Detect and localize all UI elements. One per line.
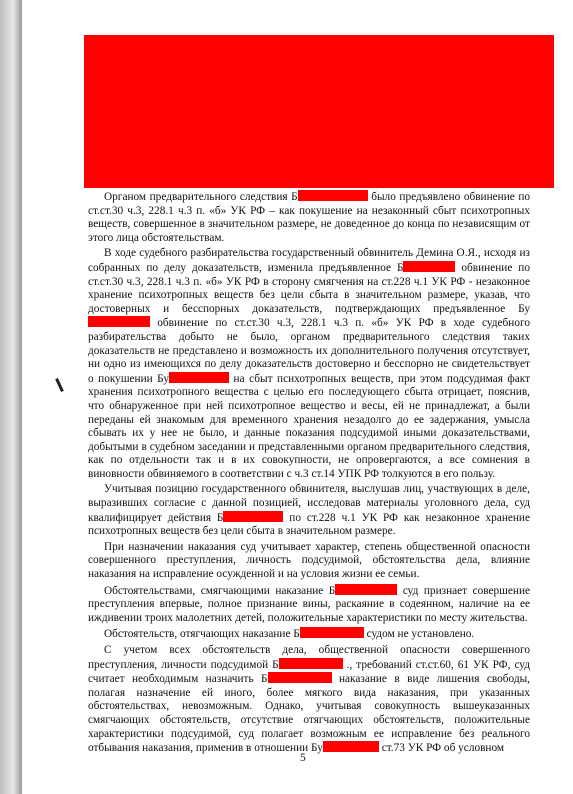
paragraph-4: При назначении наказания суд учитывает характер, степень общественной опасности совершенного преступления, личность подсудимой, обстоятельства дела, влияние наказания на исправление осужденной и на условия жизни ее семьи. <box>88 540 530 581</box>
redaction <box>279 658 343 669</box>
redaction <box>323 741 379 752</box>
redaction <box>300 627 364 638</box>
paragraph-1: Органом предварительного следствия Б было предъявлено обвинение по ст.ст.30 ч.3, 228.1 ч.3 п. «б» УК РФ – как покушение на незаконный сбыт психотропных веществ, совершенное в значительном размере, не доведенное до конца по независящим от этого лица обстоятельствам. <box>88 191 531 244</box>
paragraph-2: В ходе судебного разбирательства государственный обвинитель Демина О.Я., исходя из собранных по делу доказательств, изменила предъявленное Б обвинение по ст.ст.30 ч.3, 228.1 ч.3 п. «б» УК РФ в сторону смягчения на ст.228 ч.1 УК РФ - незаконное хранение психотропных веществ без цели сбыта в значительном размере, указав, что достоверных и бесспорных доказательств, подтверждающих предъявленное Бу обвинение по ст.ст.30 ч.3, 228.1 ч.3 п. «б» УК РФ в ходе судебного разбирательства добыто не было, органом предварительного следствия таких доказательств не представлено и возможность их дополнительного получения отсутствует, ни одно из имеющихся по делу доказательств достоверно и бесспорно не свидетельствует о покушении Бу на сбыт психотропных веществ, при этом подсудимая факт хранения психотропного вещества с целью его последующего сбыта отрицает, пояснив, что обнаруженное при ней психотропное вещество и весы, ей не принадлежат, а были переданы ей знакомым для временного хранения незадолго до ее задержания, умысла сбывать их у нее не было, и данные показания подсудимой иными доказательствами, добытыми в судебном заседании и представленными органом предварительного следствия, как по отдельности так и в их совокупности, не опровергаются, а все сомнения в виновности обвиняемого в соответствии с ч.3 ст.14 УПК РФ толкуются в его пользу. <box>88 247 531 480</box>
page-number: 5 <box>300 752 306 764</box>
redaction-header-block <box>84 35 554 188</box>
redaction <box>335 584 397 595</box>
document-body <box>88 190 530 756</box>
paragraph-5: Обстоятельствами, смягчающими наказание Б суд признает совершение преступления впервые, полное признание вины, раскаяние в содеянном, наличие на ее иждивении троих малолетних детей, положительные характеристики по месту жительства. <box>88 584 530 624</box>
paragraph-7: С учетом всех обстоятельств дела, общественной опасности совершенного преступления, личности подсудимой Б ., требований ст.ст.60, 61 УК РФ, суд считает необходимым назначить Б наказание в виде лишения свободы, полагая назначение ей иного, более мягкого вида наказания, при указанных обстоятельствах, невозможным. Однако, учитывая совокупность вышеуказанных смягчающих обстоятельств, отсутствие отягчающих обстоятельств, положительные характеристики подсудимой, суд полагает возможным ее исправление без реального отбывания наказания, применив в отношении Бу ст.73 УК РФ об условном <box>88 644 530 755</box>
redaction <box>169 372 229 383</box>
redaction <box>268 672 332 683</box>
paragraph-3: Учитывая позицию государственного обвинителя, выслушав лиц, участвующих в деле, выразивших согласие с данной позицией, исследовав материалы уголовного дела, суд квалифицирует действия Б по ст.228 ч.1 УК РФ как незаконное хранение психотропных веществ без цели сбыта в значительном размере. <box>88 483 530 538</box>
redaction <box>403 261 455 272</box>
redaction <box>223 511 283 522</box>
redaction <box>88 316 150 327</box>
redaction <box>298 190 368 201</box>
paragraph-6: Обстоятельств, отягчающих наказание Б судом не установлено. <box>104 628 475 641</box>
page-edge <box>0 0 22 794</box>
